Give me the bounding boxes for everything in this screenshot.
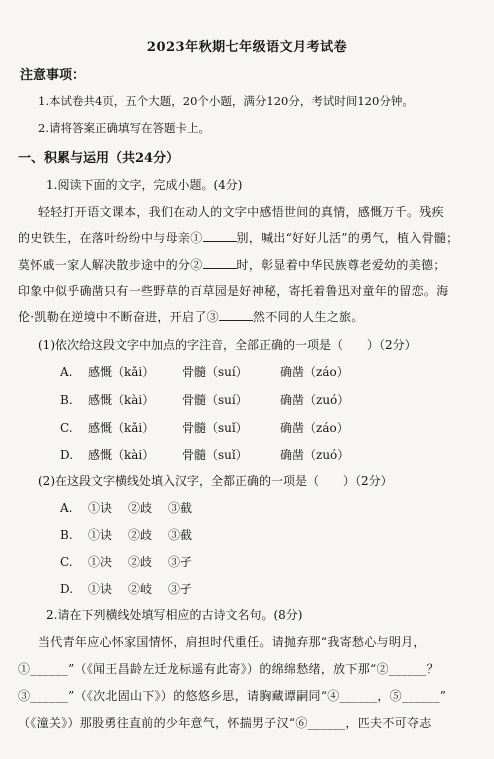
passage-text: 伦·凯勒在逆境中不断奋进，开启了③ [18,310,219,324]
option-row[interactable] [60,553,192,570]
option-row[interactable] [60,391,349,408]
option-word: 确凿（zuó） [280,393,350,407]
option-row[interactable] [60,580,192,597]
poem-line: ①______”（《闻王昌龄左迁龙标遥有此寄》）的绵绵愁绪，放下那“②______？ [18,662,439,676]
passage-line [18,229,459,246]
option-word: ①诀 [88,501,113,515]
option-word: ②歧 [128,528,153,542]
poem-line: 当代青年应心怀家国情怀，肩担时代重任。请抛弃那“我寄愁心与明月， [38,635,426,649]
section-heading: 一、积累与运用（共24分） [18,151,180,166]
answer-blank[interactable] [203,257,237,269]
option-word: 骨髓（suí） [182,365,248,379]
option-label: C. [60,421,73,435]
option-word: 骨髓（suǐ） [182,448,248,462]
exam-title: 2023年秋期七年级语文月考试卷 [146,40,348,55]
option-label: D. [60,448,74,462]
option-word: ①决 [88,555,113,569]
option-word: ②歧 [128,501,153,515]
option-row[interactable] [60,363,349,380]
poem-line: （《潼关》）那股勇往直前的少年意气，怀揣男子汉“⑥______，匹夫不可夺志 [18,716,432,730]
passage-text: 别，喊出“好好儿活”的勇气，植入骨髓； [236,231,459,245]
option-row[interactable] [60,526,192,543]
passage-text: 轻轻打开语文课本，我们在动人的文字中感悟世间的真情，感慨万千。残疾 [38,205,444,219]
poem-line: ③______”（《次北固山下》）的悠悠乡思，请胸藏谭嗣同“④______，⑤______” [18,689,447,703]
option-word: 骨髓（suǐ） [182,421,248,435]
option-word: 感慨（kài） [88,393,155,407]
option-word: ③截 [168,501,193,515]
option-word: 感慨（kǎi） [88,421,155,435]
passage-text: 莫怀戚一家人解决散步途中的分② [18,258,203,272]
notice-heading: 注意事项： [20,68,86,83]
answer-blank[interactable] [203,230,237,242]
option-word: ①诀 [88,528,113,542]
option-label: A. [60,501,73,515]
option-row[interactable] [60,446,349,463]
question-stem: 1.阅读下面的文字，完成小题。(4分) [46,178,243,192]
option-label: D. [60,582,74,596]
option-word: ②歧 [128,555,153,569]
option-word: 骨髓（suí） [182,393,248,407]
option-word: 感慨（kài） [88,448,155,462]
option-word: 确凿（zuó） [280,448,350,462]
passage-text: 然不同的人生之旅。 [252,310,364,324]
option-word: 确凿（záo） [280,365,349,379]
option-word: 确凿（záo） [280,421,349,435]
subquestion-stem: (2)在这段文字横线处填入汉字，全都正确的一项是（ ）（2分） [38,474,393,488]
option-word: ③孑 [168,555,193,569]
option-label: A. [60,365,73,379]
passage-text: 时，彰显着中华民族尊老爱幼的美德； [236,258,446,272]
passage-line [18,308,364,325]
question-stem: 2.请在下列横线处填写相应的古诗文名句。(8分) [46,608,303,622]
option-row[interactable] [60,499,192,516]
answer-blank[interactable] [219,309,253,321]
passage-text: 印象中似乎确凿只有一些野草的百草园是好神秘，寄托着鲁迅对童年的留恋。海 [18,284,449,298]
option-label: B. [60,528,73,542]
option-label: B. [60,393,73,407]
passage-line [18,282,449,299]
option-word: ②岐 [128,582,153,596]
passage-line [38,203,444,220]
passage-text: 的史铁生，在落叶纷纷中与母亲① [18,231,203,245]
option-word: ③孑 [168,582,193,596]
option-label: C. [60,555,73,569]
option-word: ①诀 [88,582,113,596]
option-word: ③截 [168,528,193,542]
passage-line [18,256,446,273]
option-row[interactable] [60,419,349,436]
subquestion-stem: (1)依次给这段文字中加点的字注音，全部正确的一项是（ ）（2分） [38,338,417,352]
notice-item: 1.本试卷共4页，五个大题，20个小题，满分120分，考试时间120分钟。 [38,94,414,108]
notice-item: 2.请将答案正确填写在答题卡上。 [38,121,210,135]
option-word: 感慨（kǎi） [88,365,155,379]
